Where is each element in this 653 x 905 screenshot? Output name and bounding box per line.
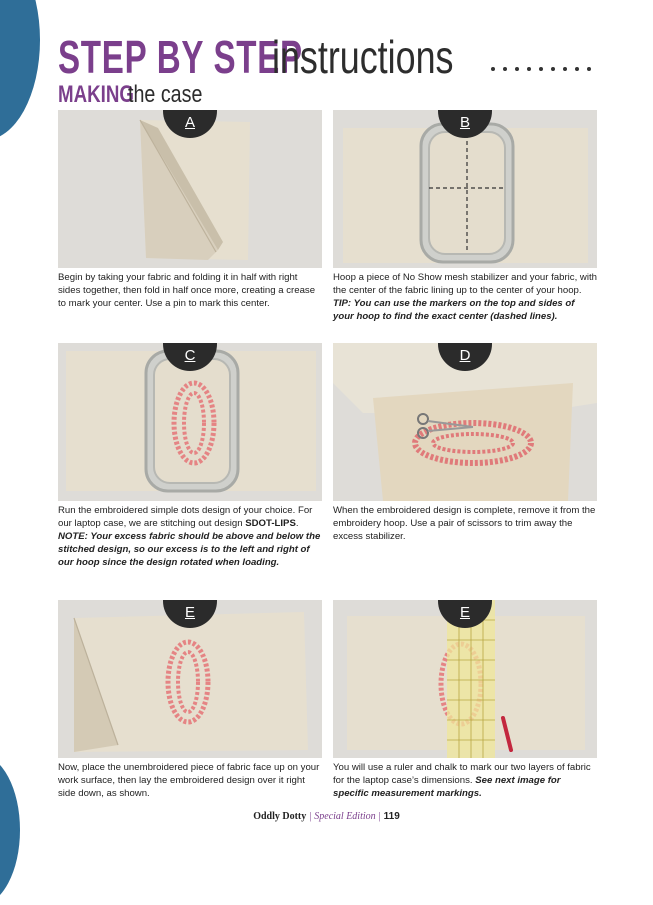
page-footer: Oddly Dotty | Special Edition | 119 [253,811,400,822]
step-d-photo [333,343,597,501]
step-e-measure-photo [333,600,597,758]
step-badge: E [163,600,217,628]
step-e-measure-tip: See next image for specific measurement markings. [333,774,561,799]
step-c-text: Run the embroidered simple dots design of your choice. For our laptop case, we are stitching out design [58,505,313,529]
page-title [58,30,454,88]
step-badge: E [438,600,492,628]
step-b-photo [333,110,597,268]
step-a [58,110,322,311]
step-b-tip: TIP: You can use the markers on the top and sides of your hoop to find the exact center (dashed lines). [333,297,575,322]
step-e-measure-text: You will use a ruler and chalk to mark our two layers of fabric for the laptop case’s dimensions. [333,762,591,786]
page-number: 119 [383,811,400,822]
step-b-text: Hoop a piece of No Show mesh stabilizer and your fabric, with the center of the fabric lining up to the center of your hoop. [333,272,597,296]
design-code: SDOT-LIPS [245,517,296,529]
step-c-caption: Run the embroidered simple dots design of your choice. For our laptop case, we are stitching out design SDOT-LIPS. NOTE: Your excess fabric should be above and below the stitched design, so our excess is to the left and right of our hoop since the design rotated when loading. [58,505,321,568]
subtitle-strong: MAKING [58,81,134,108]
step-badge: B [438,110,492,138]
step-e-photo [58,600,322,758]
step-e-measure [333,600,597,801]
step-a-photo [58,110,322,268]
step-e-layer [58,600,322,801]
magazine-name: Oddly Dotty [253,811,307,822]
step-a-caption: Begin by taking your fabric and folding it in half with right sides together, then fold in half once more, creating a crease to mark your center. Use a pin to mark this center. [58,272,316,309]
step-b-caption [333,272,597,324]
corner-decoration-top [0,0,40,140]
step-badge: A [163,110,217,138]
step-d-caption: When the embroidered design is complete, remove it from the embroidery hoop. Use a pair of scissors to trim away the excess stabilizer. [333,505,596,542]
step-c-photo [58,343,322,501]
step-e-measure-caption [333,762,597,801]
corner-decoration-bottom [0,755,20,905]
dotted-rule [491,58,601,64]
edition-label: Special Edition [314,811,376,822]
step-b [333,110,597,324]
step-c [58,343,322,570]
step-d [333,343,597,544]
title-rest: instructions [272,31,454,83]
title-strong: STEP BY STEP [58,31,303,83]
subtitle-rest: the case [128,81,203,108]
step-e-caption: Now, place the unembroidered piece of fabric face up on your work surface, then lay the embroidered design over it right side down, as shown. [58,762,320,799]
step-badge: C [163,343,217,371]
section-subtitle [58,81,203,109]
step-badge: D [438,343,492,371]
step-c-note: NOTE: Your excess fabric should be above and below the stitched design, so our excess is to the left and right of our hoop since the design rotated when loading. [58,530,321,568]
